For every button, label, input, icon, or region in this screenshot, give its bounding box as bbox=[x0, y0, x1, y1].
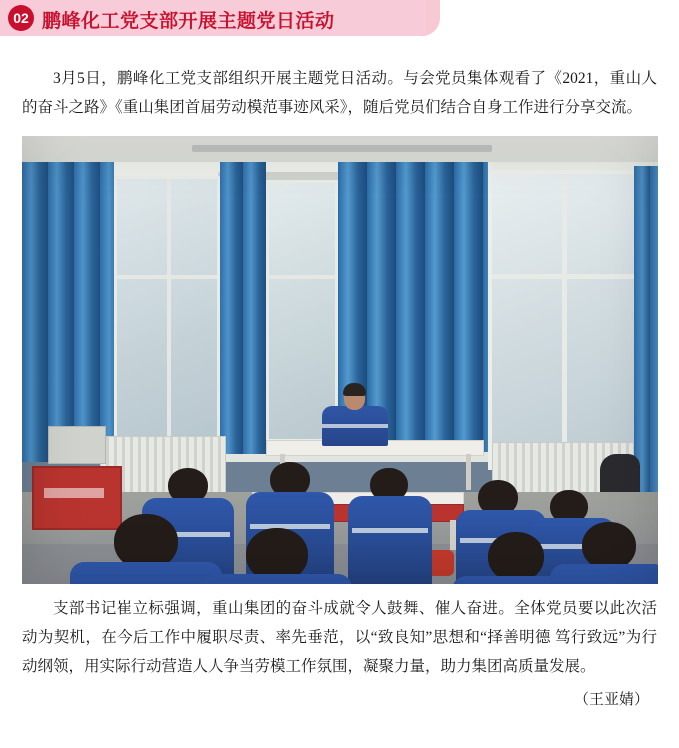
equipment-box bbox=[48, 426, 106, 464]
window-transom bbox=[492, 274, 634, 279]
section-number-badge: 02 bbox=[8, 5, 34, 31]
window-center bbox=[266, 180, 338, 442]
window-mullion bbox=[167, 179, 171, 441]
presenter-uniform-stripe bbox=[322, 424, 388, 428]
window-mullion bbox=[562, 174, 567, 466]
uniform-reflective-stripe bbox=[352, 528, 428, 533]
curtain-left bbox=[22, 162, 114, 462]
attendee-head bbox=[488, 532, 544, 582]
ceiling-light-strip bbox=[192, 145, 492, 152]
article-body bbox=[0, 38, 679, 713]
photo-scene bbox=[22, 136, 658, 584]
attendee bbox=[550, 522, 658, 584]
attendee-body bbox=[348, 496, 432, 584]
window-transom bbox=[269, 275, 335, 279]
attendee-body bbox=[70, 562, 222, 584]
window-transom bbox=[117, 275, 217, 279]
attendee-body bbox=[550, 564, 658, 584]
cabinet-label bbox=[44, 488, 104, 498]
article-photo bbox=[22, 136, 658, 584]
attendee-head bbox=[582, 522, 636, 570]
page-header bbox=[0, 0, 679, 36]
curtain-center-left bbox=[220, 162, 266, 454]
curtain-right bbox=[634, 166, 658, 496]
article-signature: （王亚婧） bbox=[573, 692, 649, 708]
paragraph-body: 支部书记崔立标强调，重山集团的奋斗成就令人鼓舞、催人奋进。全体党员要以此次活动为契机，在今后工作中履职尽责、率先垂范，以“致良知”思想和“择善明德 笃行致远”为行动纲领，用实际行动营造人人争当劳模工作氛围，凝聚力量，助力集团高质量发展。 bbox=[22, 600, 657, 675]
page-title: 鹏峰化工党支部开展主题党日活动 bbox=[42, 11, 335, 32]
attendee bbox=[70, 514, 222, 584]
attendee bbox=[348, 468, 432, 584]
presenter-hair bbox=[343, 383, 366, 396]
attendee bbox=[204, 528, 352, 584]
attendee-body bbox=[204, 574, 352, 584]
paragraph-intro: 3月5日，鹏峰化工党支部组织开展主题党日活动。与会党员集体观看了《2021，重山人的奋斗之路》《重山集团首届劳动模范事迹风采》，随后党员们结合自身工作进行分享交流。 bbox=[22, 70, 657, 116]
window-right bbox=[488, 170, 638, 470]
window-left bbox=[114, 176, 220, 444]
